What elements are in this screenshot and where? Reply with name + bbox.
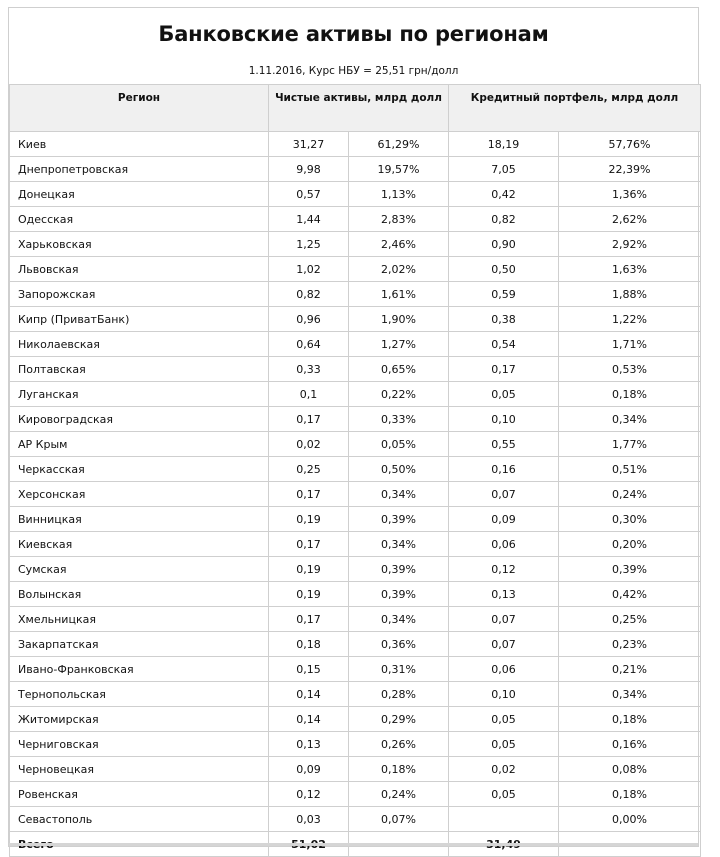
row-assets-pct: 1,13% (349, 182, 449, 207)
page-subtitle: 1.11.2016, Курс НБУ = 25,51 грн/долл (248, 65, 459, 77)
row-assets: 0,17 (269, 532, 349, 557)
row-assets-pct: 0,07% (349, 807, 449, 832)
row-credit-pct: 0,42% (559, 582, 701, 607)
table-row (10, 582, 701, 607)
row-region: Волынская (10, 582, 269, 607)
row-region: Житомирская (10, 707, 269, 732)
table-row (10, 632, 701, 657)
row-assets: 1,25 (269, 232, 349, 257)
row-assets: 0,14 (269, 707, 349, 732)
table-row (10, 757, 701, 782)
table-row (10, 357, 701, 382)
table-row (10, 482, 701, 507)
row-assets: 0,19 (269, 507, 349, 532)
row-region: Черниговская (10, 732, 269, 757)
row-assets: 1,44 (269, 207, 349, 232)
row-assets-pct: 61,29% (349, 132, 449, 157)
table-row (10, 532, 701, 557)
row-assets: 31,27 (269, 132, 349, 157)
row-assets-pct: 0,34% (349, 532, 449, 557)
row-assets-pct: 19,57% (349, 157, 449, 182)
row-credit-pct: 0,30% (559, 507, 701, 532)
row-credit: 0,55 (449, 432, 559, 457)
row-credit-pct: 1,71% (559, 332, 701, 357)
row-region: Киев (10, 132, 269, 157)
row-assets-pct: 0,22% (349, 382, 449, 407)
row-credit: 0,05 (449, 382, 559, 407)
row-assets-pct: 0,31% (349, 657, 449, 682)
table-row (10, 707, 701, 732)
table-header-row (10, 85, 701, 132)
row-assets: 0,96 (269, 307, 349, 332)
row-region: Полтавская (10, 357, 269, 382)
row-credit-pct: 0,18% (559, 707, 701, 732)
row-credit: 0,13 (449, 582, 559, 607)
table-body (10, 132, 701, 857)
header-credit-portfolio: Кредитный портфель, млрд долл (449, 85, 701, 132)
table-row (10, 232, 701, 257)
row-region: Хмельницкая (10, 607, 269, 632)
row-assets: 1,02 (269, 257, 349, 282)
table-row (10, 457, 701, 482)
row-assets-pct: 1,90% (349, 307, 449, 332)
row-region: Ивано-Франковская (10, 657, 269, 682)
row-credit: 0,54 (449, 332, 559, 357)
row-credit: 0,10 (449, 682, 559, 707)
row-assets: 0,17 (269, 607, 349, 632)
row-assets: 0,57 (269, 182, 349, 207)
row-assets-pct: 0,18% (349, 757, 449, 782)
row-assets-pct: 2,83% (349, 207, 449, 232)
row-credit: 0,12 (449, 557, 559, 582)
row-assets-pct: 0,24% (349, 782, 449, 807)
row-region: Николаевская (10, 332, 269, 357)
row-credit-pct: 0,34% (559, 682, 701, 707)
row-assets: 0,03 (269, 807, 349, 832)
row-credit: 0,05 (449, 707, 559, 732)
row-assets-pct: 1,61% (349, 282, 449, 307)
row-credit: 0,10 (449, 407, 559, 432)
row-credit-pct: 0,34% (559, 407, 701, 432)
row-credit-pct: 0,21% (559, 657, 701, 682)
table-row (10, 382, 701, 407)
table-row (10, 407, 701, 432)
table-row (10, 432, 701, 457)
row-credit: 0,07 (449, 482, 559, 507)
row-credit-pct: 57,76% (559, 132, 701, 157)
row-credit-pct: 22,39% (559, 157, 701, 182)
page-title: Банковские активы по регионам (158, 22, 549, 46)
row-assets: 0,64 (269, 332, 349, 357)
row-assets-pct: 0,28% (349, 682, 449, 707)
row-credit-pct: 0,25% (559, 607, 701, 632)
row-assets-pct: 0,34% (349, 607, 449, 632)
table-row (10, 257, 701, 282)
row-region: Харьковская (10, 232, 269, 257)
table-row (10, 157, 701, 182)
row-assets: 0,19 (269, 557, 349, 582)
row-region: Винницкая (10, 507, 269, 532)
row-credit: 0,90 (449, 232, 559, 257)
row-assets: 9,98 (269, 157, 349, 182)
row-region: Киевская (10, 532, 269, 557)
row-region: Луганская (10, 382, 269, 407)
row-region: Одесская (10, 207, 269, 232)
row-credit-pct: 0,24% (559, 482, 701, 507)
row-assets-pct: 0,34% (349, 482, 449, 507)
row-credit: 0,05 (449, 732, 559, 757)
row-assets: 0,14 (269, 682, 349, 707)
row-credit: 0,02 (449, 757, 559, 782)
table-row (10, 782, 701, 807)
row-assets-pct: 2,02% (349, 257, 449, 282)
row-assets-pct: 0,05% (349, 432, 449, 457)
row-assets-pct: 0,26% (349, 732, 449, 757)
row-credit: 18,19 (449, 132, 559, 157)
row-credit-pct: 1,88% (559, 282, 701, 307)
row-credit: 0,06 (449, 657, 559, 682)
table-row (10, 207, 701, 232)
row-credit-pct: 0,51% (559, 457, 701, 482)
header-region: Регион (10, 85, 269, 132)
row-assets: 0,13 (269, 732, 349, 757)
row-credit-pct: 2,62% (559, 207, 701, 232)
row-credit: 7,05 (449, 157, 559, 182)
table-row (10, 132, 701, 157)
row-assets: 0,82 (269, 282, 349, 307)
table-row (10, 807, 701, 832)
row-region: Донецкая (10, 182, 269, 207)
row-credit: 0,38 (449, 307, 559, 332)
row-credit-pct: 1,22% (559, 307, 701, 332)
row-credit: 0,07 (449, 607, 559, 632)
row-assets: 0,15 (269, 657, 349, 682)
row-credit-pct: 1,77% (559, 432, 701, 457)
row-assets-pct: 0,36% (349, 632, 449, 657)
row-region: Кировоградская (10, 407, 269, 432)
report-panel (8, 7, 699, 847)
row-credit (449, 807, 559, 832)
row-assets-pct: 0,33% (349, 407, 449, 432)
table-row (10, 732, 701, 757)
row-assets: 0,17 (269, 482, 349, 507)
row-credit: 0,82 (449, 207, 559, 232)
row-credit-pct: 1,63% (559, 257, 701, 282)
row-region: Ровенская (10, 782, 269, 807)
row-credit: 0,50 (449, 257, 559, 282)
table-row (10, 282, 701, 307)
row-credit: 0,59 (449, 282, 559, 307)
row-assets-pct: 0,39% (349, 582, 449, 607)
row-credit: 0,07 (449, 632, 559, 657)
row-credit: 0,16 (449, 457, 559, 482)
row-region: Запорожская (10, 282, 269, 307)
row-assets: 0,09 (269, 757, 349, 782)
region-assets-table (9, 84, 701, 857)
row-assets: 0,18 (269, 632, 349, 657)
row-region: Херсонская (10, 482, 269, 507)
table-row (10, 682, 701, 707)
row-credit-pct: 0,20% (559, 532, 701, 557)
row-assets: 0,25 (269, 457, 349, 482)
table-row (10, 507, 701, 532)
row-credit-pct: 1,36% (559, 182, 701, 207)
row-credit-pct: 0,39% (559, 557, 701, 582)
row-credit: 0,06 (449, 532, 559, 557)
row-assets-pct: 2,46% (349, 232, 449, 257)
bottom-divider (9, 843, 698, 846)
row-region: Кипр (ПриватБанк) (10, 307, 269, 332)
row-region: Черновецкая (10, 757, 269, 782)
row-assets: 0,02 (269, 432, 349, 457)
table-row (10, 657, 701, 682)
row-assets-pct: 0,29% (349, 707, 449, 732)
row-region: Черкасская (10, 457, 269, 482)
row-credit: 0,05 (449, 782, 559, 807)
row-credit-pct: 0,08% (559, 757, 701, 782)
row-region: Тернопольская (10, 682, 269, 707)
header-net-assets: Чистые активы, млрд долл (269, 85, 449, 132)
table-row (10, 607, 701, 632)
row-assets: 0,17 (269, 407, 349, 432)
row-assets-pct: 0,39% (349, 557, 449, 582)
row-region: Севастополь (10, 807, 269, 832)
row-region: АР Крым (10, 432, 269, 457)
row-assets: 0,19 (269, 582, 349, 607)
row-credit-pct: 0,16% (559, 732, 701, 757)
row-credit-pct: 2,92% (559, 232, 701, 257)
row-assets-pct: 0,39% (349, 507, 449, 532)
table-row (10, 332, 701, 357)
table-row (10, 182, 701, 207)
row-assets-pct: 0,50% (349, 457, 449, 482)
row-credit: 0,17 (449, 357, 559, 382)
row-assets-pct: 1,27% (349, 332, 449, 357)
row-credit-pct: 0,18% (559, 382, 701, 407)
row-assets: 0,1 (269, 382, 349, 407)
row-credit-pct: 0,23% (559, 632, 701, 657)
row-region: Львовская (10, 257, 269, 282)
row-region: Сумская (10, 557, 269, 582)
row-credit-pct: 0,18% (559, 782, 701, 807)
row-assets: 0,33 (269, 357, 349, 382)
row-assets-pct: 0,65% (349, 357, 449, 382)
table-row (10, 557, 701, 582)
row-credit: 0,09 (449, 507, 559, 532)
row-credit-pct: 0,53% (559, 357, 701, 382)
table-row (10, 307, 701, 332)
row-credit-pct: 0,00% (559, 807, 701, 832)
row-region: Закарпатская (10, 632, 269, 657)
row-region: Днепропетровская (10, 157, 269, 182)
row-credit: 0,42 (449, 182, 559, 207)
row-assets: 0,12 (269, 782, 349, 807)
